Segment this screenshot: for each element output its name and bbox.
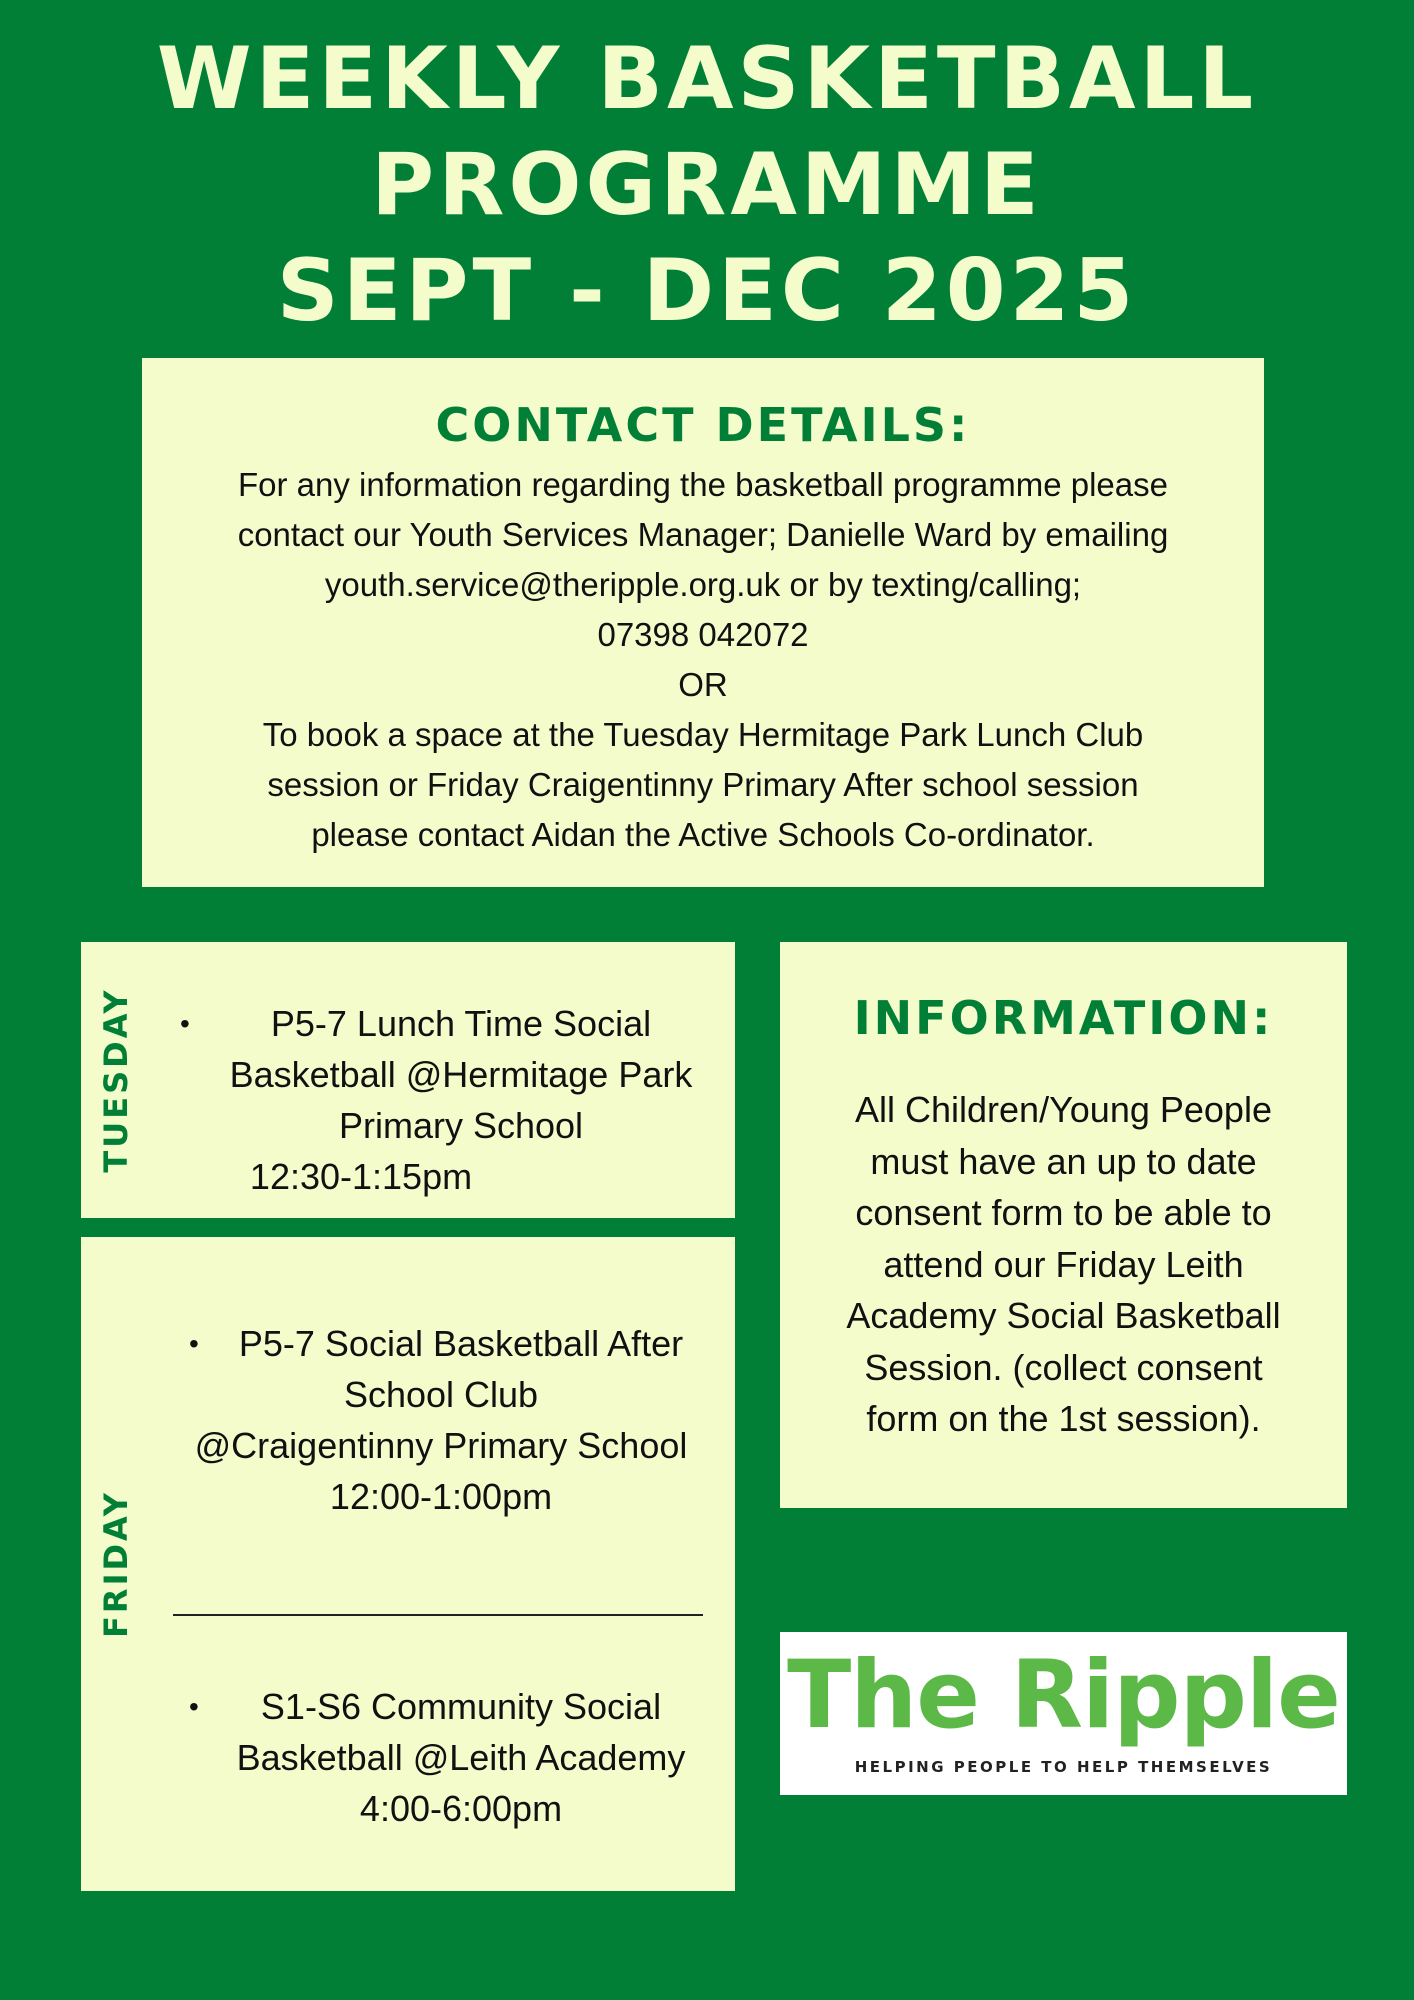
divider xyxy=(173,1614,703,1616)
session-line: S1-S6 Community Social xyxy=(260,1686,662,1727)
information-body xyxy=(780,1084,1347,1445)
friday-session-1 xyxy=(171,1318,711,1522)
info-line: must have an up to date xyxy=(870,1140,1257,1182)
contact-or: OR xyxy=(678,666,728,703)
title-line-1: WEEKLY BASKETBALL xyxy=(156,29,1258,129)
information-panel xyxy=(780,942,1347,1508)
tuesday-panel xyxy=(81,942,735,1218)
session-line: P5-7 Social Basketball After xyxy=(238,1323,684,1364)
info-line: attend our Friday Leith xyxy=(883,1243,1244,1285)
session-time: 4:00-6:00pm xyxy=(359,1788,563,1829)
contact-line: session or Friday Craigentinny Primary After school session xyxy=(267,766,1139,803)
page-title xyxy=(0,26,1414,344)
friday-label: FRIDAY xyxy=(97,1490,135,1638)
information-heading: INFORMATION: xyxy=(853,991,1274,1045)
contact-line: contact our Youth Services Manager; Danielle Ward by emailing xyxy=(237,516,1169,553)
contact-body xyxy=(142,460,1264,860)
title-line-2: PROGRAMME xyxy=(371,135,1043,235)
contact-details-panel xyxy=(142,358,1264,887)
contact-phone: 07398 042072 xyxy=(597,616,809,653)
contact-line: To book a space at the Tuesday Hermitage Park Lunch Club xyxy=(262,716,1144,753)
tuesday-session xyxy=(211,998,711,1151)
the-ripple-logo xyxy=(780,1632,1347,1795)
info-line: consent form to be able to xyxy=(855,1192,1272,1233)
bullet-icon: • xyxy=(189,1691,199,1722)
contact-line: For any information regarding the basketball programme please xyxy=(238,466,1168,503)
info-line: form on the 1st session). xyxy=(866,1398,1261,1439)
session-time: 12:00-1:00pm xyxy=(329,1476,553,1517)
session-line: P5-7 Lunch Time Social xyxy=(270,1003,652,1044)
tuesday-time: 12:30-1:15pm xyxy=(249,1156,473,1197)
session-line: Basketball @Hermitage Park xyxy=(229,1054,693,1095)
bullet-icon: • xyxy=(180,1008,190,1039)
info-line: Session. (collect consent xyxy=(864,1346,1263,1388)
title-line-3: SEPT - DEC 2025 xyxy=(276,241,1138,341)
session-line: @Craigentinny Primary School xyxy=(194,1425,688,1466)
friday-panel xyxy=(81,1237,735,1891)
info-line: All Children/Young People xyxy=(855,1089,1272,1130)
logo-name: The Ripple xyxy=(787,1641,1340,1750)
logo-tagline: HELPING PEOPLE TO HELP THEMSELVES xyxy=(854,1758,1273,1776)
info-line: Academy Social Basketball xyxy=(846,1295,1281,1336)
bullet-icon: • xyxy=(189,1328,199,1359)
tuesday-label: TUESDAY xyxy=(97,987,135,1173)
friday-session-2 xyxy=(211,1681,711,1834)
session-line: Basketball @Leith Academy xyxy=(236,1737,686,1778)
contact-heading: CONTACT DETAILS: xyxy=(435,398,971,452)
contact-line: please contact Aidan the Active Schools Co-ordinator. xyxy=(311,816,1095,853)
session-line: Primary School xyxy=(338,1105,584,1146)
session-line: School Club xyxy=(343,1374,539,1415)
contact-email-line: youth.service@theripple.org.uk or by texting/calling; xyxy=(324,566,1082,603)
